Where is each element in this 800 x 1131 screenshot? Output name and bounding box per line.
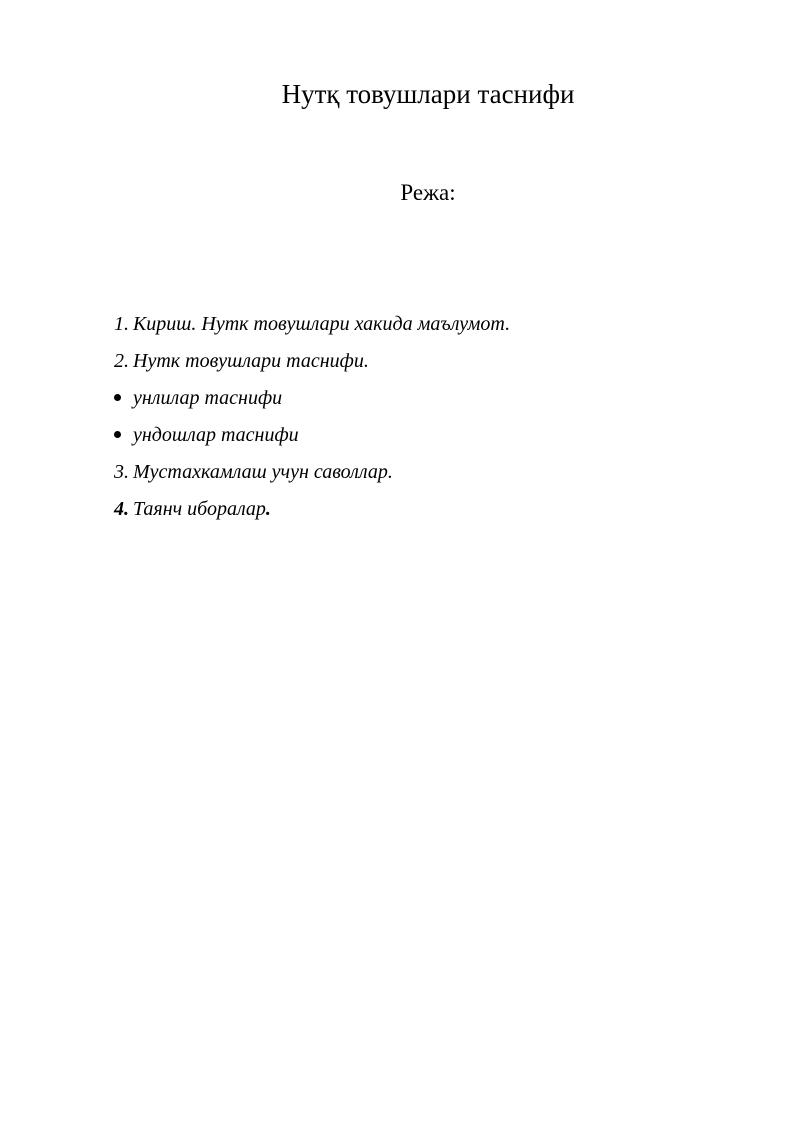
plan-item-text: ундошлар таснифи [133,424,299,446]
plan-item-text: Кириш. Нутк товушлари хакида маълумот. [133,313,511,335]
plan-item [114,347,510,384]
bullet-dot-icon [114,394,121,401]
plan-item [114,458,510,495]
list-number: 1. [114,313,129,335]
plan-subitem [114,421,510,458]
list-number: 3. [114,461,129,483]
bullet-dot-icon [114,431,121,438]
bullet-marker [114,421,133,449]
plan-item-text: Таянч иборалар [133,498,266,520]
plan-heading: Режа: [400,180,456,205]
document-title: Нутқ товушлари таснифи [281,79,575,109]
plan-item [114,495,510,532]
bullet-marker [114,384,133,412]
list-number: 4. [114,498,129,520]
plan-item-text: Мустахкамлаш учун саволлар. [133,461,393,483]
plan-subitem [114,384,510,421]
plan-item [114,310,510,347]
plan-item-text: унлилар таснифи [133,387,283,409]
plan-list [114,310,510,532]
plan-item-tail: . [265,498,271,520]
plan-item-text: Нутк товушлари таснифи. [133,350,369,372]
list-number: 2. [114,350,129,372]
